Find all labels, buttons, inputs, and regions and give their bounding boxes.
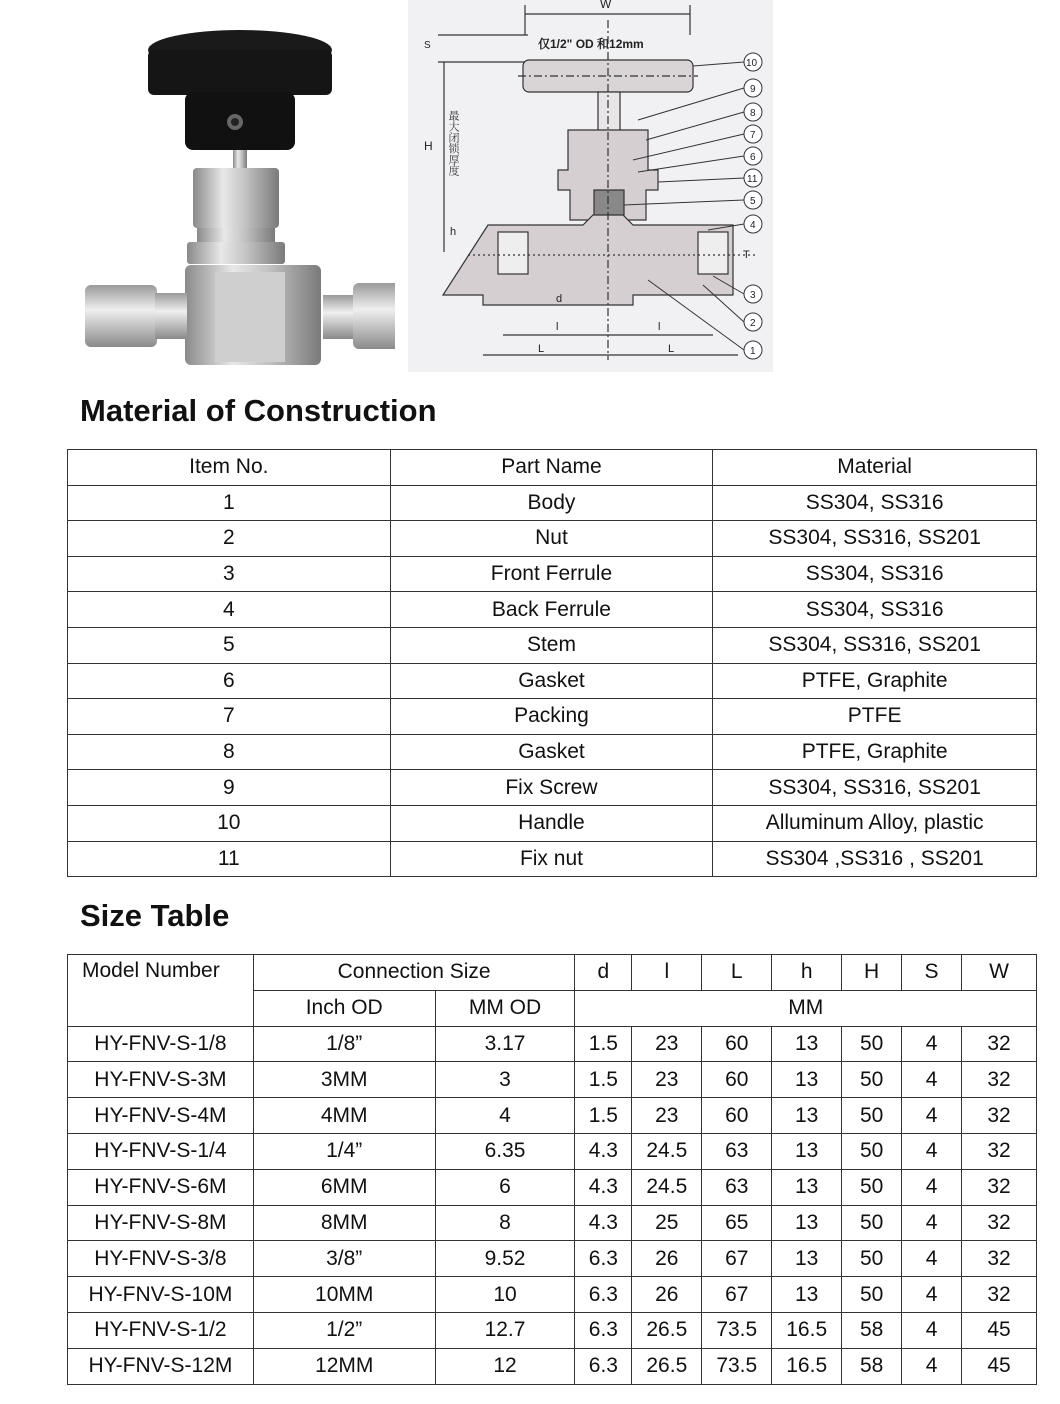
table-row bbox=[68, 1098, 1037, 1134]
cell-H: 50 bbox=[842, 1026, 902, 1062]
item-no: 10 bbox=[68, 805, 391, 841]
cell-d: 4.3 bbox=[575, 1205, 632, 1241]
cell-h: 13 bbox=[772, 1241, 842, 1277]
table-row bbox=[68, 734, 1037, 770]
material: SS304, SS316, SS201 bbox=[713, 627, 1037, 663]
cell-h: 13 bbox=[772, 1277, 842, 1313]
svg-text:3: 3 bbox=[750, 290, 756, 301]
cell-l: 23 bbox=[632, 1098, 702, 1134]
cell-W: 32 bbox=[961, 1133, 1036, 1169]
cell-inch-od: 12MM bbox=[253, 1348, 435, 1384]
column-header-model-number: Model Number bbox=[68, 955, 254, 1027]
table-row bbox=[68, 770, 1037, 806]
table-row bbox=[68, 1312, 1037, 1348]
material-table bbox=[67, 449, 1037, 877]
material: PTFE, Graphite bbox=[713, 663, 1037, 699]
material: SS304, SS316 bbox=[713, 485, 1037, 521]
svg-text:H: H bbox=[424, 139, 433, 153]
column-header-part-name: Part Name bbox=[390, 450, 713, 486]
cell-model-number: HY-FNV-S-4M bbox=[68, 1098, 254, 1134]
item-no: 1 bbox=[68, 485, 391, 521]
item-no: 4 bbox=[68, 592, 391, 628]
cell-l: 24.5 bbox=[632, 1133, 702, 1169]
cell-L: 60 bbox=[702, 1098, 772, 1134]
cell-L: 73.5 bbox=[702, 1312, 772, 1348]
product-photo bbox=[75, 10, 395, 370]
column-header-L: L bbox=[702, 955, 772, 991]
cell-mm-od: 6 bbox=[435, 1169, 575, 1205]
material-header-row bbox=[68, 450, 1037, 486]
cell-W: 32 bbox=[961, 1205, 1036, 1241]
part-name: Fix nut bbox=[390, 841, 713, 877]
cell-model-number: HY-FNV-S-3/8 bbox=[68, 1241, 254, 1277]
cell-H: 50 bbox=[842, 1062, 902, 1098]
item-no: 7 bbox=[68, 699, 391, 735]
svg-text:l: l bbox=[556, 321, 559, 333]
cell-d: 1.5 bbox=[575, 1062, 632, 1098]
cell-mm-od: 9.52 bbox=[435, 1241, 575, 1277]
cell-inch-od: 3/8” bbox=[253, 1241, 435, 1277]
column-header-W: W bbox=[961, 955, 1036, 991]
cell-S: 4 bbox=[902, 1241, 962, 1277]
column-header-h: h bbox=[772, 955, 842, 991]
cell-h: 13 bbox=[772, 1205, 842, 1241]
cell-W: 32 bbox=[961, 1098, 1036, 1134]
material: SS304, SS316 bbox=[713, 556, 1037, 592]
cell-model-number: HY-FNV-S-12M bbox=[68, 1348, 254, 1384]
column-header-material: Material bbox=[713, 450, 1037, 486]
cell-S: 4 bbox=[902, 1098, 962, 1134]
part-name: Back Ferrule bbox=[390, 592, 713, 628]
svg-text:11: 11 bbox=[747, 174, 758, 185]
table-row bbox=[68, 1133, 1037, 1169]
cell-H: 50 bbox=[842, 1205, 902, 1241]
column-header-mm-od: MM OD bbox=[435, 990, 575, 1026]
column-header-inch-od: Inch OD bbox=[253, 990, 435, 1026]
table-row bbox=[68, 805, 1037, 841]
cell-L: 63 bbox=[702, 1169, 772, 1205]
cell-mm-od: 3.17 bbox=[435, 1026, 575, 1062]
svg-text:L: L bbox=[668, 343, 675, 355]
cell-H: 50 bbox=[842, 1277, 902, 1313]
column-header-S: S bbox=[902, 955, 962, 991]
item-no: 6 bbox=[68, 663, 391, 699]
cell-model-number: HY-FNV-S-3M bbox=[68, 1062, 254, 1098]
table-row bbox=[68, 663, 1037, 699]
table-row bbox=[68, 699, 1037, 735]
cell-mm-od: 3 bbox=[435, 1062, 575, 1098]
table-row bbox=[68, 1062, 1037, 1098]
cell-L: 60 bbox=[702, 1026, 772, 1062]
cell-model-number: HY-FNV-S-8M bbox=[68, 1205, 254, 1241]
cell-L: 63 bbox=[702, 1133, 772, 1169]
cell-h: 13 bbox=[772, 1062, 842, 1098]
table-row bbox=[68, 485, 1037, 521]
cell-L: 73.5 bbox=[702, 1348, 772, 1384]
size-section-title: Size Table bbox=[80, 898, 230, 933]
item-no: 3 bbox=[68, 556, 391, 592]
drawing-note: 仅1/2" OD 和12mm bbox=[538, 37, 644, 51]
unit-header-mm: MM bbox=[575, 990, 1037, 1026]
table-row bbox=[68, 1026, 1037, 1062]
cell-mm-od: 4 bbox=[435, 1098, 575, 1134]
cell-S: 4 bbox=[902, 1348, 962, 1384]
part-name: Nut bbox=[390, 521, 713, 557]
cell-model-number: HY-FNV-S-6M bbox=[68, 1169, 254, 1205]
cell-l: 23 bbox=[632, 1062, 702, 1098]
cell-W: 45 bbox=[961, 1312, 1036, 1348]
material-section-title: Material of Construction bbox=[80, 393, 437, 428]
svg-text:8: 8 bbox=[750, 108, 756, 119]
cell-S: 4 bbox=[902, 1133, 962, 1169]
cell-inch-od: 10MM bbox=[253, 1277, 435, 1313]
cell-d: 1.5 bbox=[575, 1026, 632, 1062]
cell-d: 4.3 bbox=[575, 1133, 632, 1169]
part-name: Body bbox=[390, 485, 713, 521]
cell-d: 1.5 bbox=[575, 1098, 632, 1134]
part-name: Front Ferrule bbox=[390, 556, 713, 592]
cell-mm-od: 10 bbox=[435, 1277, 575, 1313]
cell-d: 6.3 bbox=[575, 1348, 632, 1384]
part-name: Stem bbox=[390, 627, 713, 663]
cell-d: 4.3 bbox=[575, 1169, 632, 1205]
table-row bbox=[68, 556, 1037, 592]
cell-H: 58 bbox=[842, 1312, 902, 1348]
cell-S: 4 bbox=[902, 1312, 962, 1348]
material: PTFE bbox=[713, 699, 1037, 735]
cell-S: 4 bbox=[902, 1277, 962, 1313]
cell-S: 4 bbox=[902, 1026, 962, 1062]
cell-inch-od: 4MM bbox=[253, 1098, 435, 1134]
svg-text:7: 7 bbox=[750, 130, 756, 141]
vertical-note: 最大闭锁厚度 bbox=[447, 110, 459, 176]
item-no: 11 bbox=[68, 841, 391, 877]
label-W: W bbox=[600, 0, 612, 11]
part-name: Packing bbox=[390, 699, 713, 735]
item-no: 9 bbox=[68, 770, 391, 806]
cell-S: 4 bbox=[902, 1169, 962, 1205]
cell-mm-od: 8 bbox=[435, 1205, 575, 1241]
material: SS304, SS316, SS201 bbox=[713, 521, 1037, 557]
cross-section-drawing bbox=[408, 0, 773, 372]
svg-text:6: 6 bbox=[750, 152, 756, 163]
material: SS304, SS316, SS201 bbox=[713, 770, 1037, 806]
table-row bbox=[68, 1205, 1037, 1241]
material: SS304, SS316 bbox=[713, 592, 1037, 628]
table-row bbox=[68, 1348, 1037, 1384]
svg-text:T: T bbox=[743, 249, 750, 261]
cell-l: 26.5 bbox=[632, 1348, 702, 1384]
cell-l: 26 bbox=[632, 1241, 702, 1277]
cell-l: 26 bbox=[632, 1277, 702, 1313]
svg-text:4: 4 bbox=[750, 220, 756, 231]
cell-inch-od: 6MM bbox=[253, 1169, 435, 1205]
cell-inch-od: 8MM bbox=[253, 1205, 435, 1241]
cell-L: 65 bbox=[702, 1205, 772, 1241]
cell-model-number: HY-FNV-S-1/2 bbox=[68, 1312, 254, 1348]
size-table bbox=[67, 954, 1037, 1385]
cell-inch-od: 1/8” bbox=[253, 1026, 435, 1062]
cell-d: 6.3 bbox=[575, 1241, 632, 1277]
cell-W: 32 bbox=[961, 1277, 1036, 1313]
cell-h: 13 bbox=[772, 1169, 842, 1205]
cell-l: 26.5 bbox=[632, 1312, 702, 1348]
size-table-body bbox=[68, 1026, 1037, 1384]
cell-H: 50 bbox=[842, 1133, 902, 1169]
item-no: 8 bbox=[68, 734, 391, 770]
cell-inch-od: 1/4” bbox=[253, 1133, 435, 1169]
cell-h: 13 bbox=[772, 1133, 842, 1169]
cell-W: 32 bbox=[961, 1169, 1036, 1205]
material: SS304 ,SS316 , SS201 bbox=[713, 841, 1037, 877]
svg-text:9: 9 bbox=[750, 84, 756, 95]
cell-S: 4 bbox=[902, 1205, 962, 1241]
cell-mm-od: 12.7 bbox=[435, 1312, 575, 1348]
svg-text:L: L bbox=[538, 343, 545, 355]
cell-model-number: HY-FNV-S-1/8 bbox=[68, 1026, 254, 1062]
cell-L: 67 bbox=[702, 1241, 772, 1277]
cell-l: 25 bbox=[632, 1205, 702, 1241]
cell-H: 50 bbox=[842, 1098, 902, 1134]
part-name: Fix Screw bbox=[390, 770, 713, 806]
cell-model-number: HY-FNV-S-1/4 bbox=[68, 1133, 254, 1169]
item-no: 2 bbox=[68, 521, 391, 557]
svg-text:S: S bbox=[424, 40, 431, 51]
cell-inch-od: 1/2” bbox=[253, 1312, 435, 1348]
svg-text:5: 5 bbox=[750, 196, 756, 207]
cell-L: 67 bbox=[702, 1277, 772, 1313]
cell-h: 16.5 bbox=[772, 1348, 842, 1384]
material: Alluminum Alloy, plastic bbox=[713, 805, 1037, 841]
column-header-item-no: Item No. bbox=[68, 450, 391, 486]
cell-H: 58 bbox=[842, 1348, 902, 1384]
svg-text:l: l bbox=[658, 321, 661, 333]
cell-W: 45 bbox=[961, 1348, 1036, 1384]
cell-H: 50 bbox=[842, 1169, 902, 1205]
column-header-d: d bbox=[575, 955, 632, 991]
cell-d: 6.3 bbox=[575, 1277, 632, 1313]
item-no: 5 bbox=[68, 627, 391, 663]
table-row bbox=[68, 841, 1037, 877]
size-header-row-1 bbox=[68, 955, 1037, 991]
cell-h: 13 bbox=[772, 1026, 842, 1062]
svg-text:h: h bbox=[450, 226, 457, 238]
column-header-connection-size: Connection Size bbox=[253, 955, 575, 991]
part-name: Gasket bbox=[390, 734, 713, 770]
cell-model-number: HY-FNV-S-10M bbox=[68, 1277, 254, 1313]
cell-d: 6.3 bbox=[575, 1312, 632, 1348]
svg-text:2: 2 bbox=[750, 318, 756, 329]
cell-L: 60 bbox=[702, 1062, 772, 1098]
cell-S: 4 bbox=[902, 1062, 962, 1098]
cell-W: 32 bbox=[961, 1241, 1036, 1277]
cell-l: 23 bbox=[632, 1026, 702, 1062]
cell-H: 50 bbox=[842, 1241, 902, 1277]
cell-W: 32 bbox=[961, 1062, 1036, 1098]
column-header-H: H bbox=[842, 955, 902, 991]
table-row bbox=[68, 1169, 1037, 1205]
cell-l: 24.5 bbox=[632, 1169, 702, 1205]
table-row bbox=[68, 1241, 1037, 1277]
cell-mm-od: 12 bbox=[435, 1348, 575, 1384]
cell-h: 13 bbox=[772, 1098, 842, 1134]
column-header-l: l bbox=[632, 955, 702, 991]
table-row bbox=[68, 1277, 1037, 1313]
svg-text:d: d bbox=[556, 293, 563, 305]
cell-h: 16.5 bbox=[772, 1312, 842, 1348]
table-row bbox=[68, 592, 1037, 628]
cell-W: 32 bbox=[961, 1026, 1036, 1062]
cell-mm-od: 6.35 bbox=[435, 1133, 575, 1169]
part-name: Handle bbox=[390, 805, 713, 841]
material: PTFE, Graphite bbox=[713, 734, 1037, 770]
table-row bbox=[68, 627, 1037, 663]
svg-text:1: 1 bbox=[750, 346, 756, 357]
svg-text:10: 10 bbox=[746, 58, 758, 69]
cell-inch-od: 3MM bbox=[253, 1062, 435, 1098]
part-name: Gasket bbox=[390, 663, 713, 699]
table-row bbox=[68, 521, 1037, 557]
